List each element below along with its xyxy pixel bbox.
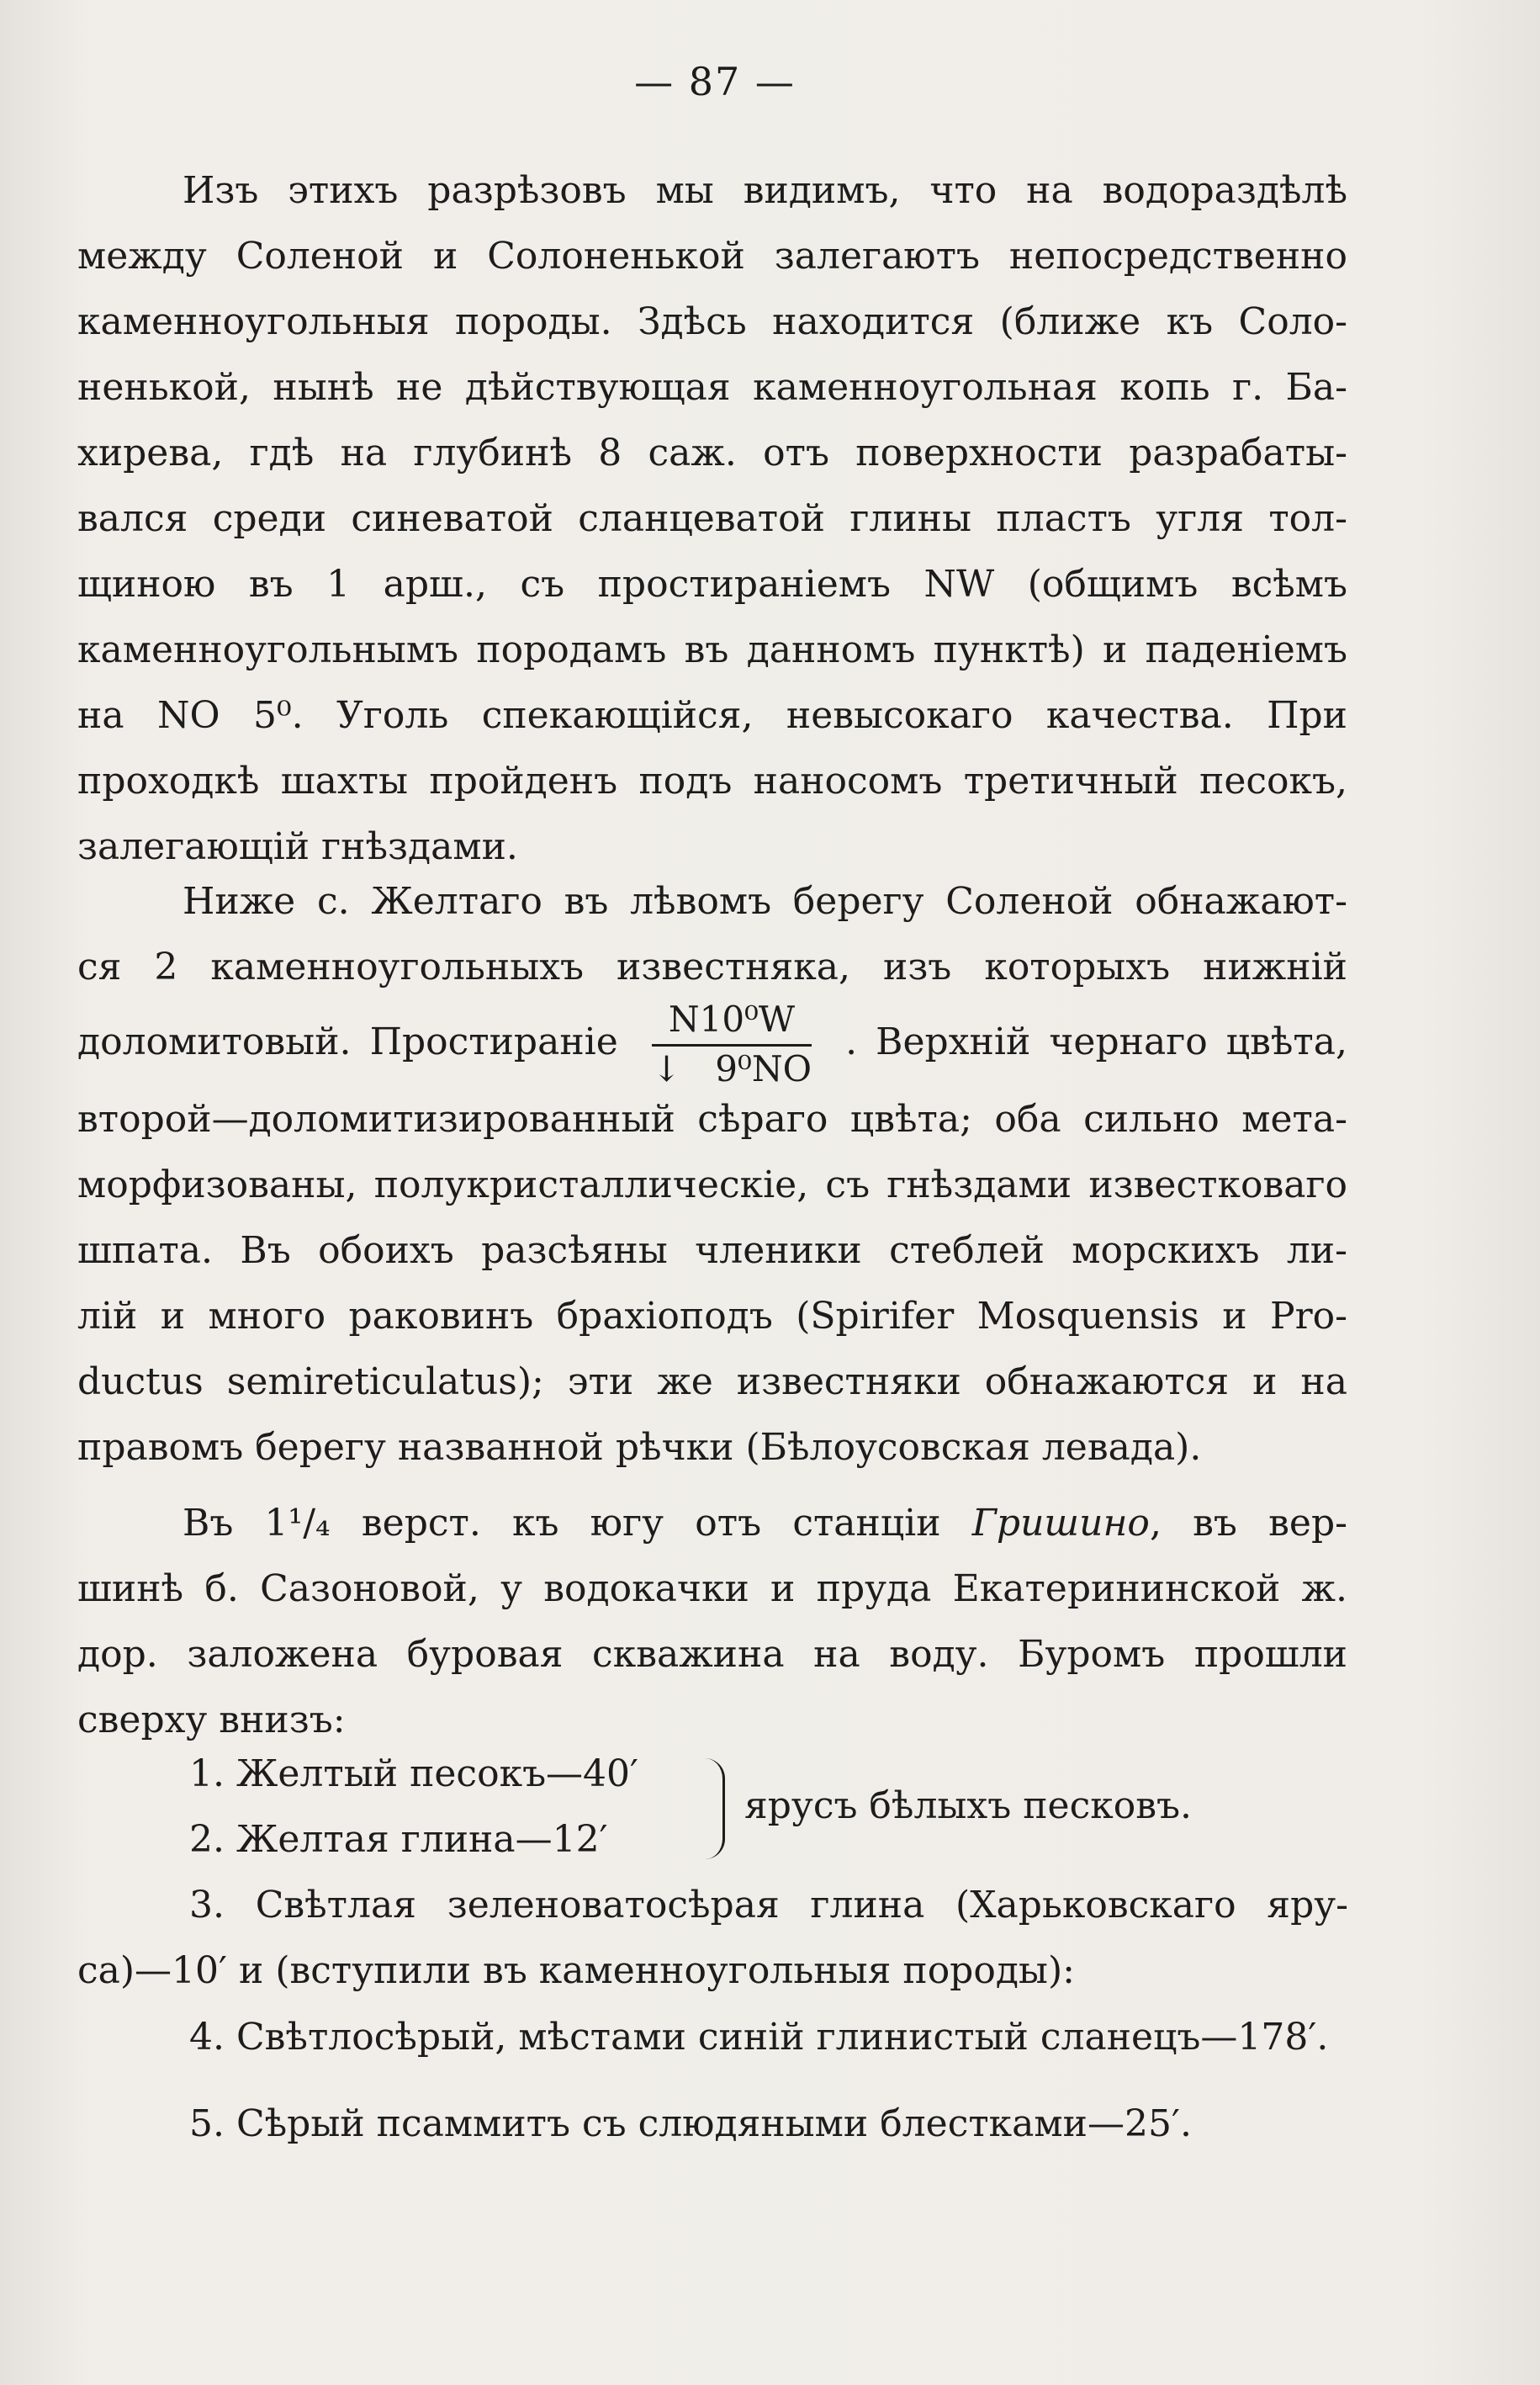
text-span: Въ 1¹/₄ верст. къ югу отъ станціи: [183, 1502, 941, 1545]
text-line: 3. Свѣтлая зеленоватосѣрая глина (Харьковскаго яру-: [189, 1884, 1348, 1927]
fraction-numerator: N10⁰W: [652, 1002, 812, 1047]
text-span: . Верхній чернаго цвѣта,: [845, 1020, 1347, 1063]
text-line: шинѣ б. Сазоновой, у водокачки и пруда Екатерининской ж.: [77, 1567, 1347, 1610]
list-item: 2. Желтая глина—12′: [189, 1818, 608, 1861]
text-line: ненькой, нынѣ не дѣйствующая каменноугольная копь г. Ба-: [77, 366, 1347, 409]
paragraph-1: [77, 158, 1347, 880]
text-span: доломитовый. Простираніе: [77, 1020, 618, 1063]
text-line: правомъ берегу названной рѣчки (Бѣлоусовская левада).: [77, 1426, 1202, 1469]
text-line: сверху внизъ:: [77, 1699, 346, 1741]
text-line: щиною въ 1 арш., съ простираніемъ NW (общимъ всѣмъ: [77, 563, 1347, 606]
text-line: ductus semireticulatus); эти же известняки обнажаются и на: [77, 1360, 1347, 1403]
text-line-with-fraction: [77, 1000, 1347, 1087]
strike-dip-fraction: [651, 999, 812, 1089]
station-name: Гришино: [971, 1502, 1150, 1545]
text-line: проходкѣ шахты пройденъ подъ наносомъ третичный песокъ,: [77, 760, 1347, 803]
fraction-denominator: ↓ 9⁰NO: [651, 1048, 812, 1089]
text-line: [77, 1491, 1347, 1556]
text-line: каменноугольнымъ породамъ въ данномъ пунктѣ) и паденіемъ: [77, 628, 1347, 671]
curly-brace: [702, 1758, 725, 1859]
text-line: залегающій гнѣздами.: [77, 825, 518, 868]
text-line: шпата. Въ обоихъ разсѣяны членики стеблей морскихъ ли-: [77, 1229, 1347, 1272]
list-item: 5. Сѣрый псаммитъ съ слюдяными блестками—25′.: [189, 2102, 1192, 2145]
list-item: 4. Свѣтлосѣрый, мѣстами синій глинистый сланецъ—178′.: [189, 2016, 1329, 2059]
text-line: са)—10′ и (вступили въ каменноугольныя породы):: [77, 1949, 1075, 1992]
text-line: между Соленой и Солоненькой залегаютъ непосредственно: [77, 235, 1347, 278]
paragraph-2: [77, 869, 1347, 1481]
text-line: каменноугольныя породы. Здѣсь находится (ближе къ Соло-: [77, 300, 1347, 343]
text-span: , въ вер-: [1149, 1502, 1347, 1545]
text-line: лій и много раковинъ брахіоподъ (Spirifer Mosquensis и Pro-: [77, 1295, 1347, 1338]
page-number: — 87 —: [634, 59, 796, 104]
text-line: дор. заложена буровая скважина на воду. Буромъ прошли: [77, 1633, 1347, 1676]
text-line: на NO 5⁰. Уголь спекающійся, невысокаго качества. При: [77, 694, 1347, 737]
text-line: ся 2 каменноугольныхъ известняка, изъ которыхъ нижній: [77, 946, 1347, 988]
stratum-label: ярусъ бѣлыхъ песковъ.: [744, 1784, 1192, 1827]
text-line: морфизованы, полукристаллическіе, съ гнѣздами известковаго: [77, 1163, 1347, 1206]
paragraph-3: [77, 1491, 1347, 1753]
text-line: хирева, гдѣ на глубинѣ 8 саж. отъ поверхности разрабаты-: [77, 432, 1347, 474]
boring-list-group: [189, 1741, 1350, 1873]
text-line: Изъ этихъ разрѣзовъ мы видимъ, что на водораздѣлѣ: [183, 169, 1347, 212]
text-line: вался среди синеватой сланцеватой глины пластъ угля тол-: [77, 497, 1347, 540]
text-line: второй—доломитизированный сѣраго цвѣта; оба сильно мета-: [77, 1098, 1347, 1141]
list-item: 1. Желтый песокъ—40′: [189, 1752, 639, 1795]
text-line: Ниже с. Желтаго въ лѣвомъ берегу Соленой обнажают-: [183, 880, 1347, 923]
list-item: [77, 1873, 1348, 2004]
